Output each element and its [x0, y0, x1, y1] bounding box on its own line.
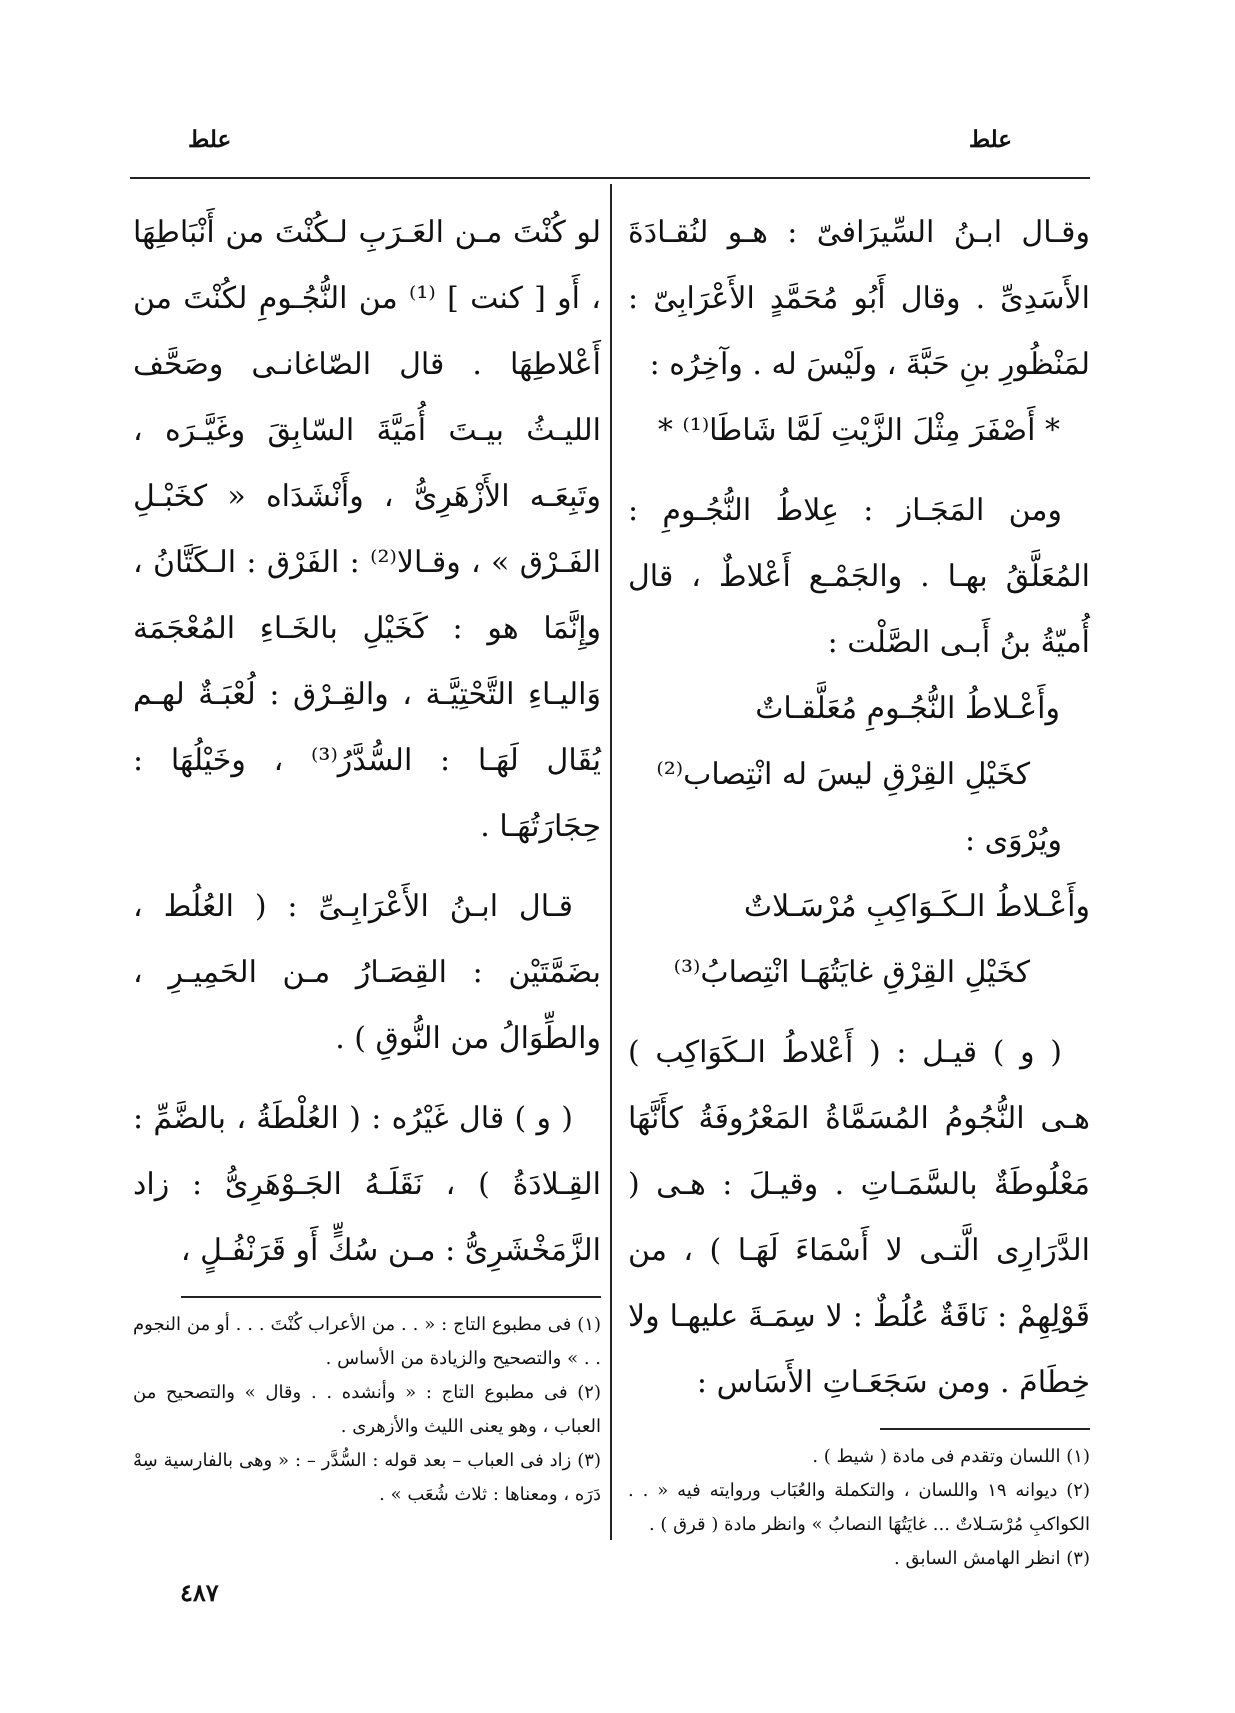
- running-header-right: علط: [968, 126, 1012, 153]
- header-rule: [130, 177, 1090, 179]
- column-divider: [610, 184, 612, 1540]
- footnote-rule: [880, 1428, 1090, 1430]
- footnote: (١) فى مطبوع التاج : « . . من الأعراب كُنْتَ . . . أو من النجوم . . » والتصحيح والزيادة من الأساس .: [133, 1314, 601, 1369]
- footnote: (٢) فى مطبوع التاج : « وأنشده . . وقال » والتصحيح من العباب ، وهو يعنى الليث والأزهرى .: [133, 1382, 601, 1437]
- ulta-paragraph: ( و ) قال غَيْرُه : ( العُلْطَةُ ، بالضَّمِّ : القِـلادَةُ ) ، نَقَلَـهُ الجَـوْهَرِىُّ : زاد الزَّمَخْشَرِىُّ : مـن سُكٍّ أَو قَرَنْفُـلٍ ،: [133, 1101, 601, 1268]
- verse-first-hemistich: وأَعْـلاطُ النُّجُـومِ مُعَلَّقـاتٌ: [755, 691, 1060, 726]
- page-number: ٤٨٧: [180, 1578, 219, 1607]
- verse-second-hemistich: كخَيْلِ القِرْقِ ليسَ له انْتِصاب⁽²⁾: [656, 757, 1030, 792]
- verse-first-hemistich: وأَعْـلاطُ الـكَـوَاكِبِ مُرْسَـلاتٌ: [743, 889, 1090, 924]
- running-header-left: علط: [188, 126, 232, 153]
- footnote-rule: [181, 1296, 601, 1298]
- footnote: (٢) ديوانه ١٩ واللسان ، والتكملة والعُبَاب وروايته فيه « . . الكواكبِ مُرْسَـلاتٌ ... غايَتُهَا النصابُ » وانظر مادة ( قرق ) .: [628, 1480, 1090, 1535]
- verse-line: * أَصْفَرَ مِثْلَ الزَّيْتِ لَمَّا شَاطَا⁽¹⁾ *: [657, 413, 1060, 448]
- footnote: (١) اللسان وتقدم فى مادة ( شيط ) .: [812, 1446, 1090, 1467]
- intro-paragraph: وقـال ابـنُ السِّيرَافىّ : هـو لنُقـادَةَ الأَسَدِىِّ . وقال أَبُو مُحَمَّدٍ الأَعْرَابِىّ : لمَنْظُورِ بنِ حَبَّةَ ، ولَيْسَ له . وآخِرُه :: [628, 215, 1090, 382]
- yurwa-line: ويُرْوَى :: [964, 823, 1062, 858]
- left-column: [133, 200, 601, 1512]
- qila-paragraph: ( و ) قيـل : ( أَعْلاطُ الـكَوَاكِب ) هـى النُّجُومُ المُسَمَّاةُ المَعْرُوفَةُ كأَنَّهَا مَعْلُوطَةٌ بالسَّمَـاتِ . وقيـلَ : هـى ( الدَّرَارِى الَّتـى لا أَسْمَاءَ لَهَـا ) ، من قَوْلِهِمْ : نَاقَةٌ عُلُطٌ : لا سِمَـةَ عليهـا ولا خِطَامَ . ومن سَجَعَـاتِ الأَسَاس :: [628, 1035, 1090, 1400]
- footnote: (٣) زاد فى العباب – بعد قوله : السُّدَّر – : « وهى بالفارسية سِهْ دَرَه ، ومعناها : ثلاث شُعَب » .: [133, 1450, 601, 1505]
- footnote: (٣) انظر الهامش السابق .: [894, 1548, 1090, 1569]
- paragraph-continuation: لو كُنْتَ مـن العَـرَبِ لـكُنْتَ من أَنْبَاطِهَا ، أَو [ كنت ] ⁽¹⁾ من النُّجُـومِ لكُنْتَ من أَعْلاطِهَا . قال الصّاغانـى وصَحَّف الليـثُ بيـتَ أُمَيَّةَ السّابِقَ وغَيَّـرَه ، وتَبِعَـه الأَزْهَرِىُّ ، وأَنْشَدَاه « كخَبْـلِ الفَـرْق » ، وقـالا⁽²⁾ : الفَرْق : الـكَتَّانُ ، وإِنَّمَا هو : كَخَيْلِ بالخَـاءِ المُعْجَمَة وَاليـاءِ التَّحْتِيَّـة ، والقِـرْق : لُعْبَـةٌ لهـم يُقَال لَهَـا : السُّدَّرُ⁽³⁾ ، وخَيْلُهَا : حِجَارَتُهَـا .: [133, 215, 602, 844]
- majaz-paragraph: ومن المَجَـاز : عِلاطُ النُّجُـومِ : المُعَلَّقُ بهـا . والجَمْـع أَعْلاطٌ ، قال أُميّةُ بنُ أَبـى الصَّلْت :: [628, 493, 1090, 660]
- ibn-alarabi-paragraph: قـال ابـنُ الأَعْرَابِـىِّ : ( العُلُط ، بضَمَّتَيْن : القِصَـارُ مـن الحَمِيـرِ ، والطِّوَالُ من النُّوقِ ) .: [133, 889, 601, 1056]
- verse-second-hemistich: كخَيْلِ القِرْقِ غايَتُهَـا انْتِصابُ⁽³⁾: [673, 955, 1030, 990]
- right-column: [628, 200, 1090, 1576]
